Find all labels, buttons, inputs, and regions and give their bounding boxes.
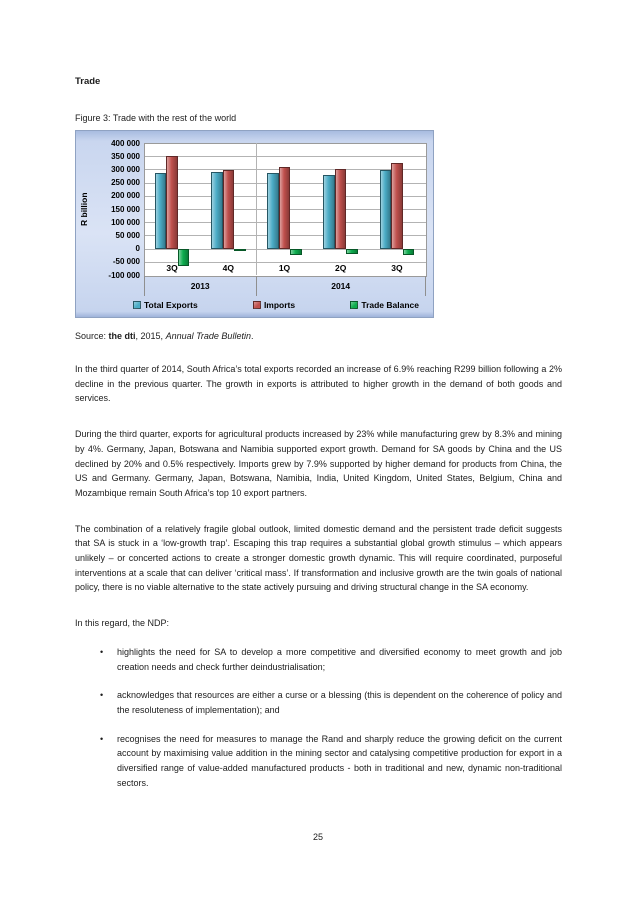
legend-item-trade-balance [350, 300, 419, 310]
bullet-text: acknowledges that resources are either a curse or a blessing (this is dependent on the coherence of policy and the resoluteness of implementation); and [117, 690, 562, 715]
year-group-label: 2013 [190, 281, 210, 291]
source-publication: Annual Trade Bulletin [165, 331, 251, 341]
legend-swatch-icon [350, 301, 358, 309]
bar-imports-2q [335, 169, 347, 248]
y-tick-label: 400 000 [111, 138, 140, 148]
y-tick-label: 50 000 [115, 230, 140, 240]
bar-total-exports-3q [155, 173, 167, 248]
list-item [75, 645, 562, 674]
bullet-icon: • [100, 646, 104, 657]
bar-total-exports-3q [380, 170, 392, 249]
source-suffix: . [250, 331, 254, 341]
source-line [75, 331, 562, 341]
x-category-label: 3Q [391, 263, 403, 273]
source-mid: , 2015, [135, 331, 166, 341]
list-item [75, 732, 562, 791]
gridline [145, 156, 426, 157]
bar-imports-3q [166, 156, 178, 248]
year-group-label: 2014 [331, 281, 351, 291]
y-tick-label: 250 000 [111, 178, 140, 188]
x-category-label: 1Q [278, 263, 291, 273]
x-category-label: 2Q [335, 263, 347, 273]
paragraph-exports-growth: In the third quarter of 2014, South Africa’s total exports recorded an increase of 6.9% reaching R299 billion following a 2% decline in the previous quarter. The growth in exports is attributed to higher growth in the demand of both goods and services. [75, 364, 562, 404]
y-axis-title: R billion [79, 192, 89, 226]
bar-imports-4q [223, 170, 235, 248]
list-item [75, 688, 562, 717]
ndp-intro: In this regard, the NDP: [75, 618, 170, 629]
figure-caption: Figure 3: Trade with the rest of the world [75, 113, 237, 123]
x-category-label: 4Q [222, 263, 234, 273]
bar-total-exports-2q [323, 175, 335, 249]
bar-total-exports-4q [211, 172, 223, 249]
bar-trade-balance-3q [403, 249, 415, 256]
legend-item-imports [253, 300, 295, 310]
trade-chart [75, 130, 434, 318]
y-tick-label: 100 000 [111, 217, 140, 227]
source-publisher: the dti [108, 331, 136, 341]
plot-year-separator [256, 143, 257, 275]
x-category-label: 3Q [166, 263, 178, 273]
y-tick-label: -100 000 [108, 270, 140, 280]
y-tick-label: 0 [135, 244, 140, 254]
page-number: 25 [312, 832, 323, 842]
y-tick-label: 350 000 [111, 151, 140, 161]
y-tick-label: -50 000 [112, 257, 140, 267]
legend-swatch-icon [253, 301, 261, 309]
legend-label: Imports [263, 299, 296, 310]
bar-trade-balance-1q [290, 249, 302, 256]
y-tick-label: 300 000 [111, 164, 140, 174]
bar-imports-3q [391, 163, 403, 249]
bullet-text: recognises the need for measures to manage the Rand and sharply reduce the growing deficit on the current account by maximising value addition in the mining sector and catalysing competitive production for export in a diversified range of value-added manufactured products - both in traditional and new, dynamic non-traditional sectors. [117, 733, 562, 788]
paragraph-low-growth-trap: The combination of a relatively fragile global outlook, limited domestic demand and the persistent trade deficit suggests that SA is stuck in a ‘low-growth trap’. Escaping this trap requires a substantial global growth stimulus – which appears unlikely – or concerted actions to create a stronger domestic growth dynamic. This will require coordinated, purposeful interventions at a scale that can deliver ‘critical mass’. If transformation and inclusive growth are the twin goals of national policy, there is no viable alternative to the state actively pursuing and driving structural change in the SA economy. [75, 523, 562, 593]
chart-legend [133, 297, 419, 312]
bullet-icon: • [100, 690, 104, 701]
bullet-text: highlights the need for SA to develop a more competitive and diversified economy to meet growth and job creation needs and check further deindustrialisation; [117, 646, 562, 672]
source-prefix: Source: [75, 331, 109, 341]
legend-item-total-exports [133, 300, 198, 310]
bar-imports-1q [279, 167, 291, 249]
y-tick-label: 150 000 [111, 204, 140, 214]
legend-label: Trade Balance [361, 299, 419, 310]
section-heading: Trade [75, 76, 101, 87]
paragraph-sector-detail: During the third quarter, exports for agricultural products increased by 23% while manufacturing grew by 8.3% and mining by 4%. Germany, Japan, Botswana and Namibia supported export growth. Demand for SA goods by China and the US declined by 20% and 0.5% respectively. Imports grew by 7.9% supported by higher demand for products from China, the US and Germany. Germany, Japan, Botswana, Namibia, India, United Kingdom, United States, Belgium, China and Mozambique remain South Africa’s top 10 export partners. [75, 429, 562, 498]
bar-trade-balance-2q [346, 249, 358, 254]
bullet-icon: • [100, 733, 104, 744]
bar-trade-balance-4q [234, 249, 246, 251]
legend-swatch-icon [133, 301, 141, 309]
legend-label: Total Exports [144, 299, 198, 310]
bar-total-exports-1q [267, 173, 279, 248]
y-tick-label: 200 000 [111, 191, 140, 201]
year-band-separator [425, 276, 426, 296]
